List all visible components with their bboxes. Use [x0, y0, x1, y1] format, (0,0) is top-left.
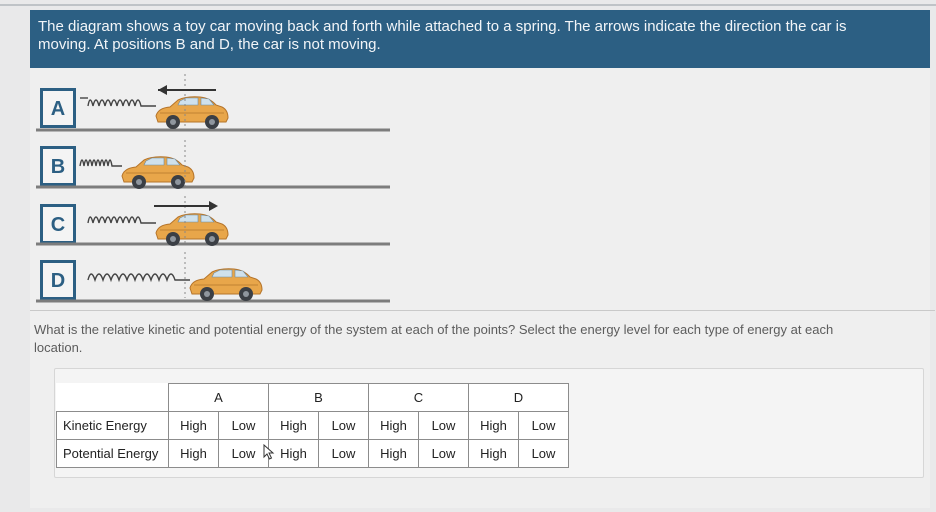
position-d-row [36, 252, 390, 301]
question-text [34, 321, 924, 357]
kinetic-b-low-option[interactable]: Low [319, 412, 369, 440]
potential-b-high-option[interactable]: High [269, 440, 319, 468]
header-blank [57, 384, 169, 412]
potential-c-high-option[interactable]: High [369, 440, 419, 468]
kinetic-c-low-option[interactable]: Low [419, 412, 469, 440]
kinetic-b-high-option[interactable]: High [269, 412, 319, 440]
spring-car-diagram [30, 68, 400, 308]
position-c-label: C [50, 214, 66, 236]
potential-energy-row [57, 440, 569, 468]
kinetic-d-high-option[interactable]: High [469, 412, 519, 440]
kinetic-a-low-option[interactable]: Low [219, 412, 269, 440]
column-header-d: D [469, 384, 569, 412]
position-b-label: B [50, 156, 66, 178]
position-d-label: D [50, 270, 66, 292]
prompt-banner [30, 10, 930, 68]
potential-b-low-option[interactable]: Low [319, 440, 369, 468]
position-b-row [36, 140, 390, 189]
potential-a-high-option[interactable]: High [169, 440, 219, 468]
top-rule [0, 4, 936, 6]
table-header-row [57, 384, 569, 412]
position-a-label: A [50, 98, 66, 120]
potential-energy-label: Potential Energy [57, 440, 169, 468]
position-a-row [36, 74, 390, 130]
column-header-a: A [169, 384, 269, 412]
column-header-c: C [369, 384, 469, 412]
mouse-cursor-icon [263, 444, 275, 460]
kinetic-energy-label: Kinetic Energy [57, 412, 169, 440]
kinetic-a-high-option[interactable]: High [169, 412, 219, 440]
potential-c-low-option[interactable]: Low [419, 440, 469, 468]
kinetic-c-high-option[interactable]: High [369, 412, 419, 440]
energy-table [56, 383, 569, 468]
column-header-b: B [269, 384, 369, 412]
question-line-1: What is the relative kinetic and potential energy of the system at each of the points? Select the energy level for each type of energy at each [34, 322, 834, 337]
position-c-row [36, 196, 390, 246]
potential-d-high-option[interactable]: High [469, 440, 519, 468]
potential-d-low-option[interactable]: Low [519, 440, 569, 468]
answer-panel [54, 368, 924, 478]
potential-a-low-option[interactable]: Low [219, 440, 269, 468]
prompt-line-1: The diagram shows a toy car moving back and forth while attached to a spring. The arrows indicate the direction the car is [38, 18, 847, 35]
section-divider [30, 310, 935, 311]
prompt-line-2: moving. At positions B and D, the car is not moving. [38, 36, 381, 53]
question-line-2: location. [34, 340, 83, 355]
kinetic-energy-row [57, 412, 569, 440]
question-content [30, 68, 930, 508]
kinetic-d-low-option[interactable]: Low [519, 412, 569, 440]
